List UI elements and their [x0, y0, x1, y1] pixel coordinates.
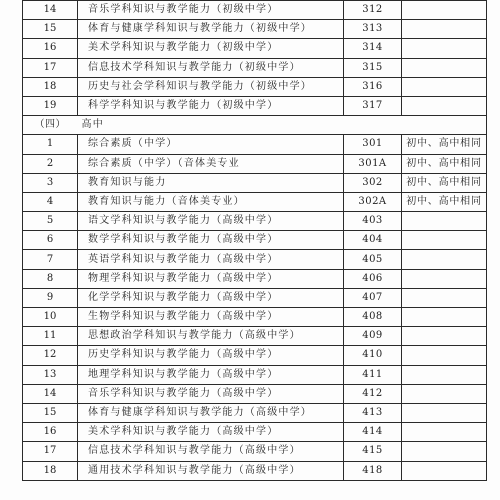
subject-code: 409	[344, 327, 402, 346]
subject-note: 初中、高中相同	[402, 154, 487, 173]
subject-name: 信息技术学科知识与教学能力（初级中学）	[78, 58, 344, 77]
row-number: 6	[23, 231, 78, 250]
table-row	[23, 154, 487, 173]
row-number: 13	[23, 365, 78, 384]
subject-note: 初中、高中相同	[402, 135, 487, 154]
subject-name: 综合素质（中学）（音体美专业	[78, 154, 344, 173]
table-row	[23, 135, 487, 154]
subject-name: 地理学科知识与教学能力（高级中学）	[78, 365, 344, 384]
subject-note	[402, 461, 487, 480]
subject-name: 通用技术学科知识与教学能力（高级中学）	[78, 461, 344, 480]
table-row	[23, 20, 487, 39]
table-row	[23, 308, 487, 327]
table-row	[23, 1, 487, 20]
subject-code: 405	[344, 250, 402, 269]
subject-note	[402, 442, 487, 461]
table-row	[23, 403, 487, 422]
subject-note	[402, 423, 487, 442]
row-number: 18	[23, 77, 78, 96]
row-number: 17	[23, 58, 78, 77]
subject-code: 415	[344, 442, 402, 461]
table-row	[23, 346, 487, 365]
subject-name: 物理学科知识与教学能力（高级中学）	[78, 269, 344, 288]
row-number: 10	[23, 308, 78, 327]
subject-note	[402, 384, 487, 403]
subject-note	[402, 20, 487, 39]
subject-code: 414	[344, 423, 402, 442]
section-header-row	[23, 116, 487, 135]
subject-code: 313	[344, 20, 402, 39]
table-row	[23, 58, 487, 77]
table-row	[23, 365, 487, 384]
table-row	[23, 423, 487, 442]
row-number: 15	[23, 20, 78, 39]
exam-subjects-table-body	[23, 1, 487, 481]
subject-note	[402, 77, 487, 96]
subject-note: 初中、高中相同	[402, 192, 487, 211]
exam-subjects-table	[22, 0, 487, 481]
subject-note	[402, 308, 487, 327]
row-number: 19	[23, 96, 78, 115]
subject-note: 初中、高中相同	[402, 173, 487, 192]
table-row	[23, 288, 487, 307]
table-row	[23, 212, 487, 231]
subject-note	[402, 269, 487, 288]
table-row	[23, 250, 487, 269]
subject-name: 教育知识与能力（音体美专业）	[78, 192, 344, 211]
subject-code: 316	[344, 77, 402, 96]
row-number: 17	[23, 442, 78, 461]
subject-name: 音乐学科知识与教学能力（高级中学）	[78, 384, 344, 403]
subject-note	[402, 96, 487, 115]
subject-code: 412	[344, 384, 402, 403]
subject-note	[402, 250, 487, 269]
subject-code: 301A	[344, 154, 402, 173]
row-number: 7	[23, 250, 78, 269]
row-number: 3	[23, 173, 78, 192]
subject-note	[402, 212, 487, 231]
subject-code: 314	[344, 39, 402, 58]
subject-name: 信息技术学科知识与教学能力（高级中学）	[78, 442, 344, 461]
subject-note	[402, 403, 487, 422]
subject-name: 美术学科知识与教学能力（高级中学）	[78, 423, 344, 442]
subject-name: 语文学科知识与教学能力（高级中学）	[78, 212, 344, 231]
subject-note	[402, 58, 487, 77]
subject-code: 302	[344, 173, 402, 192]
subject-note	[402, 327, 487, 346]
row-number: 1	[23, 135, 78, 154]
subject-code: 301	[344, 135, 402, 154]
row-number: 2	[23, 154, 78, 173]
subject-name: 体育与健康学科知识与教学能力（初级中学）	[78, 20, 344, 39]
subject-name: 美术学科知识与教学能力（初级中学）	[78, 39, 344, 58]
table-row	[23, 384, 487, 403]
subject-name: 思想政治学科知识与教学能力（高级中学）	[78, 327, 344, 346]
subject-code: 407	[344, 288, 402, 307]
subject-code: 315	[344, 58, 402, 77]
subject-name: 科学学科知识与教学能力（初级中学）	[78, 96, 344, 115]
subject-note	[402, 1, 487, 20]
subject-name: 综合素质（中学）	[78, 135, 344, 154]
table-row	[23, 192, 487, 211]
row-number: 11	[23, 327, 78, 346]
subject-code: 413	[344, 403, 402, 422]
subject-name: 化学学科知识与教学能力（高级中学）	[78, 288, 344, 307]
subject-name: 生物学科知识与教学能力（高级中学）	[78, 308, 344, 327]
row-number: 14	[23, 1, 78, 20]
subject-note	[402, 288, 487, 307]
row-number: 5	[23, 212, 78, 231]
table-row	[23, 96, 487, 115]
row-number: 18	[23, 461, 78, 480]
subject-code: 410	[344, 346, 402, 365]
subject-name: 教育知识与能力	[78, 173, 344, 192]
section-number: （四）	[23, 116, 78, 135]
row-number: 4	[23, 192, 78, 211]
table-row	[23, 461, 487, 480]
table-row	[23, 442, 487, 461]
subject-name: 英语学科知识与教学能力（高级中学）	[78, 250, 344, 269]
row-number: 15	[23, 403, 78, 422]
subject-code: 403	[344, 212, 402, 231]
row-number: 16	[23, 423, 78, 442]
subject-note	[402, 365, 487, 384]
table-row	[23, 327, 487, 346]
subject-code: 406	[344, 269, 402, 288]
subject-code: 411	[344, 365, 402, 384]
subject-note	[402, 39, 487, 58]
row-number: 14	[23, 384, 78, 403]
row-number: 9	[23, 288, 78, 307]
table-row	[23, 173, 487, 192]
row-number: 12	[23, 346, 78, 365]
subject-code: 312	[344, 1, 402, 20]
subject-code: 317	[344, 96, 402, 115]
subject-code: 404	[344, 231, 402, 250]
subject-name: 数学学科知识与教学能力（高级中学）	[78, 231, 344, 250]
table-row	[23, 77, 487, 96]
subject-name: 历史学科知识与教学能力（高级中学）	[78, 346, 344, 365]
subject-name: 历史与社会学科知识与教学能力（初级中学）	[78, 77, 344, 96]
section-title: 高中	[78, 116, 487, 135]
row-number: 8	[23, 269, 78, 288]
subject-code: 302A	[344, 192, 402, 211]
table-row	[23, 269, 487, 288]
subject-code: 418	[344, 461, 402, 480]
subject-name: 体育与健康学科知识与教学能力（高级中学）	[78, 403, 344, 422]
table-row	[23, 231, 487, 250]
subject-name: 音乐学科知识与教学能力（初级中学）	[78, 1, 344, 20]
subject-code: 408	[344, 308, 402, 327]
row-number: 16	[23, 39, 78, 58]
subject-note	[402, 231, 487, 250]
subject-note	[402, 346, 487, 365]
table-row	[23, 39, 487, 58]
